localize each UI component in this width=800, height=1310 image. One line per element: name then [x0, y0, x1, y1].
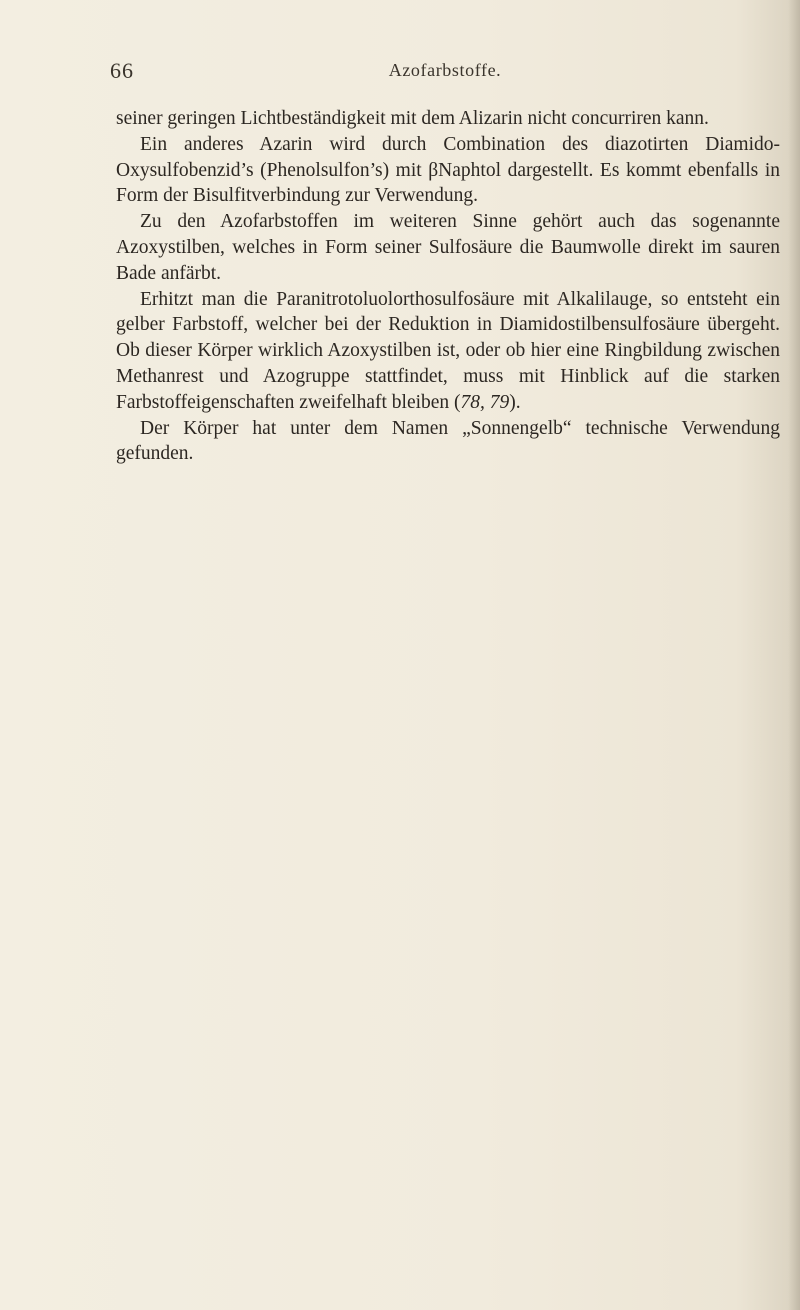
page-number: 66 — [110, 58, 134, 83]
paragraph-sonnengelb: Der Körper hat unter dem Namen „Sonnengelb“ technische Verwendung gefunden. — [116, 417, 780, 465]
page-header — [110, 58, 780, 88]
paragraph-text-end: ). — [509, 391, 521, 413]
paragraph-azarin: Ein anderes Azarin wird durch Combination des diazotirten Diamido-Oxysulfobenzid’s (Phenolsulfon’s) mit βNaphtol dargestellt. Es kommt ebenfalls in Form der Bisulfitverbindung zur Verwendung. — [116, 133, 780, 207]
body-text — [116, 106, 780, 467]
paragraph-text: Erhitzt man die Paranitrotoluolorthosulfosäure mit Alkalilauge, so entsteht ein gelber Farbstoff, welcher bei der Reduktion in Diamidostilbensulfosäure übergeht. Ob dieser Körper wirklich Azoxystilben ist, oder ob hier eine Ringbildung zwischen Methanrest und Azogruppe stattfindet, muss mit Hinblick auf die starken Farbstoffeigenschaften zweifelhaft bleiben ( — [116, 288, 780, 413]
paragraph-paranitrotoluol — [116, 287, 780, 416]
literature-reference: 78, 79 — [460, 391, 510, 413]
page-edge-shadow — [788, 0, 800, 1310]
paragraph-continuation: seiner geringen Lichtbeständigkeit mit dem Alizarin nicht concurriren kann. — [116, 108, 709, 129]
paragraph-azoxystilben: Zu den Azofarbstoffen im weiteren Sinne gehört auch das sogenannte Azoxystilben, welches in Form seiner Sulfosäure die Baumwolle direkt im sauren Bade anfärbt. — [116, 211, 780, 284]
running-head: Azofarbstoffe. — [388, 60, 502, 80]
